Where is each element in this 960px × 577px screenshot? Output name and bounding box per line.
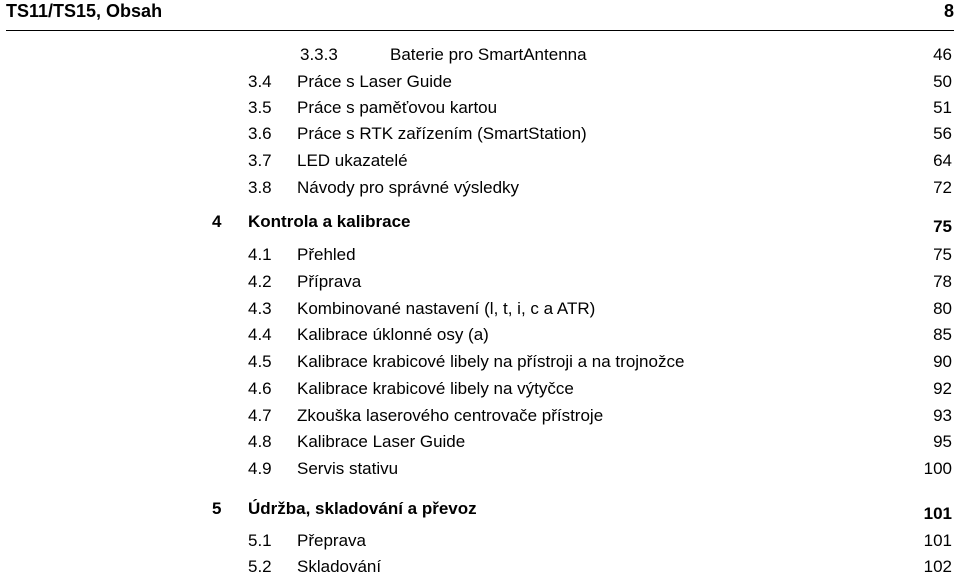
page-header — [6, 0, 954, 31]
toc-page: 92 — [933, 379, 952, 398]
toc-title: Kombinované nastavení (l, t, i, c a ATR) — [297, 299, 596, 318]
toc-number: 4.6 — [248, 379, 272, 398]
toc-number: 4.3 — [248, 299, 272, 318]
toc-title: Kalibrace Laser Guide — [297, 432, 466, 451]
toc-number: 4.9 — [248, 459, 272, 478]
toc-page: 75 — [933, 245, 952, 264]
toc-page: 102 — [923, 557, 952, 576]
toc-page: 56 — [933, 124, 952, 143]
toc-page: 64 — [933, 151, 952, 170]
toc-number: 3.6 — [248, 124, 272, 143]
toc-page: 78 — [933, 272, 952, 291]
toc-title: Přeprava — [297, 531, 366, 550]
toc-number: 3.3.3 — [300, 45, 338, 64]
toc-number: 4.7 — [248, 406, 272, 425]
document-title: TS11/TS15, Obsah — [6, 1, 163, 21]
toc-page: 72 — [933, 178, 952, 197]
toc-title: Práce s RTK zařízením (SmartStation) — [297, 124, 587, 143]
toc-title: Příprava — [297, 272, 362, 291]
page-number: 8 — [943, 1, 954, 21]
toc-number: 4.1 — [248, 245, 272, 264]
toc-title: Zkouška laserového centrovače přístroje — [297, 406, 604, 425]
toc-title: Práce s paměťovou kartou — [297, 98, 498, 117]
toc-chapter-page: 75 — [933, 217, 952, 236]
toc-chapter-page: 101 — [923, 504, 952, 523]
toc-page: 85 — [933, 325, 952, 344]
toc-page: 50 — [933, 72, 952, 91]
toc-title: Skladování — [297, 557, 382, 576]
toc-number: 3.7 — [248, 151, 272, 170]
toc-page: 101 — [923, 531, 952, 550]
toc-page: 46 — [933, 45, 952, 64]
toc-number: 4.5 — [248, 352, 272, 371]
toc-page: 95 — [933, 432, 952, 451]
toc-page: 51 — [933, 98, 952, 117]
toc-title: Baterie pro SmartAntenna — [390, 45, 587, 64]
toc-title: Práce s Laser Guide — [297, 72, 452, 91]
toc-page: 80 — [933, 299, 952, 318]
toc-title: Přehled — [297, 245, 356, 264]
toc-number: 3.8 — [248, 178, 272, 197]
toc-title: Servis stativu — [297, 459, 399, 478]
toc-number: 4.4 — [248, 325, 272, 344]
toc-page: 90 — [933, 352, 952, 371]
toc-title: Návody pro správné výsledky — [297, 178, 520, 197]
toc-title: Kalibrace krabicové libely na přístroji a na trojnožce — [297, 352, 685, 371]
toc-chapter-number: 5 — [212, 499, 222, 518]
toc-title: LED ukazatelé — [297, 151, 408, 170]
toc-number: 4.8 — [248, 432, 272, 451]
toc-number: 3.5 — [248, 98, 272, 117]
toc-page: 93 — [933, 406, 952, 425]
toc-chapter-title: Údržba, skladování a převoz — [248, 499, 477, 518]
toc-number: 3.4 — [248, 72, 272, 91]
toc-page: 100 — [923, 459, 952, 478]
toc-number: 5.2 — [248, 557, 272, 576]
toc-title: Kalibrace úklonné osy (a) — [297, 325, 489, 344]
toc-title: Kalibrace krabicové libely na výtyčce — [297, 379, 574, 398]
toc-number: 5.1 — [248, 531, 272, 550]
toc-number: 4.2 — [248, 272, 272, 291]
toc-chapter-number: 4 — [212, 212, 222, 231]
toc-chapter-title: Kontrola a kalibrace — [248, 212, 411, 231]
